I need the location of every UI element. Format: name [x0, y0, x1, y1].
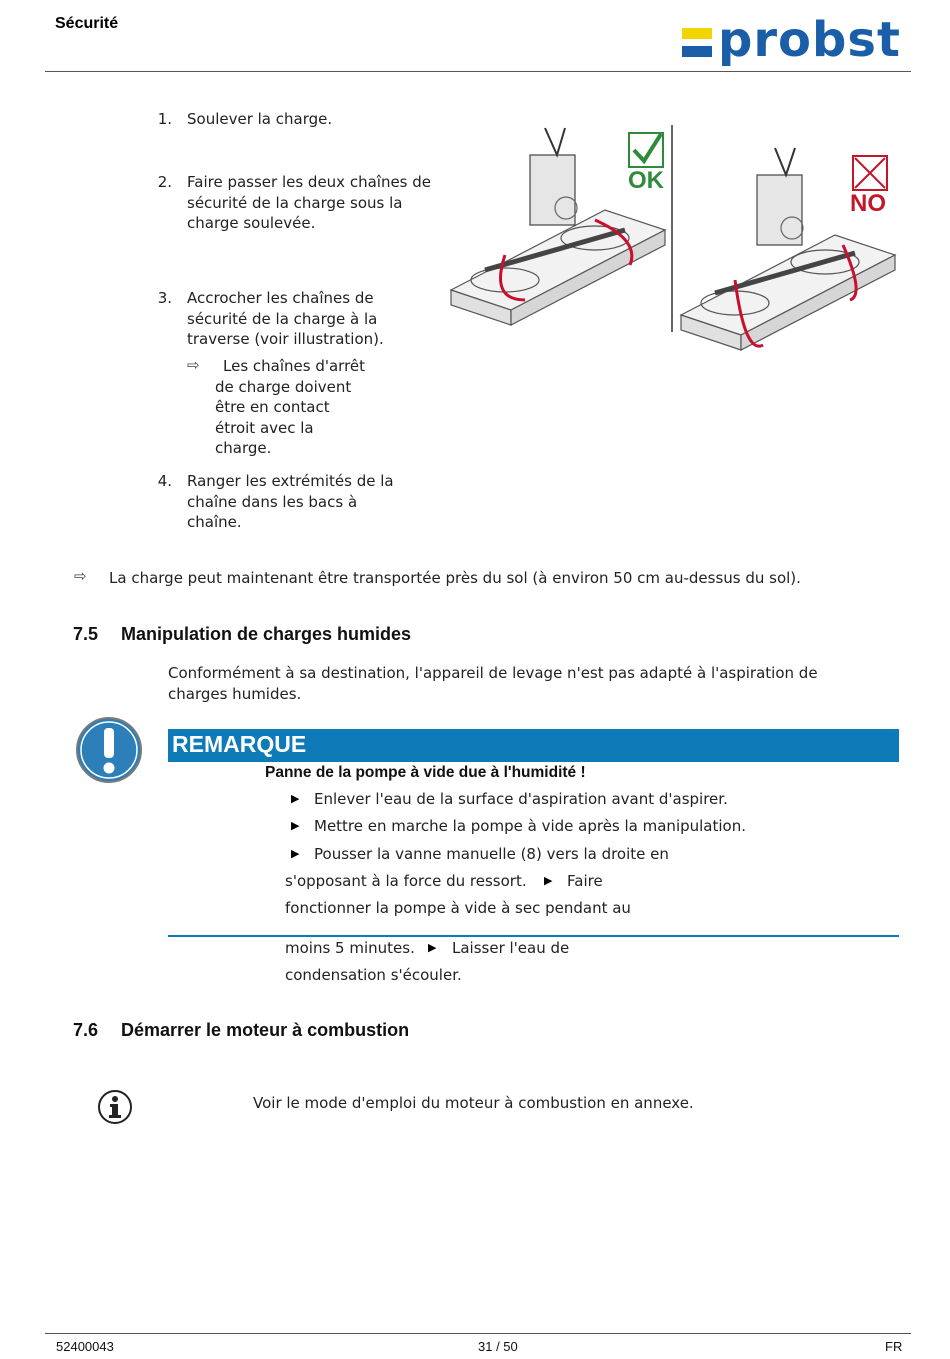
step-number: 2.	[157, 173, 172, 191]
note-text: de charge doivent	[215, 377, 352, 396]
notice-item: Enlever l'eau de la surface d'aspiration avant d'aspirer.	[314, 790, 728, 808]
step-number: 3.	[157, 289, 172, 307]
logo-blue-bar	[682, 46, 712, 57]
step-text: chaîne dans les bacs à	[187, 492, 358, 511]
step-text: Soulever la charge.	[187, 110, 333, 128]
notice-item: fonctionner la pompe à vide à sec pendant au	[285, 899, 631, 917]
language-code: FR	[885, 1339, 903, 1354]
result-arrow-icon: ⇨	[74, 567, 87, 585]
notice-item: s'opposant à la force du ressort.	[285, 872, 527, 890]
ok-lifting-device-image	[451, 128, 665, 325]
note-text: charge.	[215, 439, 272, 457]
section-title: Démarrer le moteur à combustion	[121, 1020, 410, 1040]
section-number: 7.5	[73, 624, 99, 644]
lifting-illustration	[445, 120, 900, 360]
notice-item: Mettre en marche la pompe à vide après la manipulation.	[314, 817, 746, 835]
notice-item: Pousser la vanne manuelle (8) vers la droite en	[314, 845, 669, 863]
notice-label: REMARQUE	[172, 731, 307, 757]
note-text: être en contact	[215, 398, 330, 416]
notice-subtitle: Panne de la pompe à vide due à l'humidité !	[265, 764, 586, 781]
notice-item: condensation s'écouler.	[285, 966, 462, 984]
notice-item: Faire	[567, 872, 603, 890]
section-title: Manipulation de charges humides	[121, 624, 412, 644]
no-label: NO	[850, 190, 886, 217]
step-text: Accrocher les chaînes de	[187, 289, 374, 307]
logo-wordmark: probst	[718, 12, 901, 68]
info-icon	[97, 1089, 133, 1125]
step-number: 4.	[157, 472, 172, 490]
step-text: chaîne.	[187, 513, 242, 531]
triangle-bullet-icon: ▶	[544, 874, 553, 887]
notice-item: Laisser l'eau de	[452, 939, 570, 957]
page-number: 31 / 50	[478, 1339, 518, 1354]
no-cross-icon	[853, 156, 887, 190]
step-text: sécurité de la charge sous la	[187, 193, 403, 212]
triangle-bullet-icon: ▶	[291, 819, 300, 832]
section-body: charges humides.	[168, 685, 302, 703]
ok-check-icon	[629, 133, 663, 167]
doc-number: 52400043	[56, 1339, 114, 1354]
note-text: Les chaînes d'arrêt	[223, 357, 366, 375]
triangle-bullet-icon: ▶	[291, 792, 300, 805]
section-number: 7.6	[73, 1020, 99, 1040]
notice-item: moins 5 minutes.	[285, 939, 415, 957]
note-text: étroit avec la	[215, 418, 314, 437]
footer-divider	[45, 1333, 911, 1334]
step-text: Faire passer les deux chaînes de	[187, 173, 432, 191]
step-text: Ranger les extrémités de la	[187, 472, 394, 490]
info-text: Voir le mode d'emploi du moteur à combustion en annexe.	[253, 1094, 694, 1112]
exclamation-icon	[75, 716, 143, 784]
section-body: Conformément à sa destination, l'appareil de levage n'est pas adapté à l'aspiration de	[168, 664, 818, 682]
ok-label: OK	[628, 167, 664, 194]
notice-bottom-rule	[168, 935, 899, 937]
no-lifting-device-image	[681, 148, 895, 350]
step-text: charge soulevée.	[187, 214, 316, 232]
step-text: traverse (voir illustration).	[187, 330, 384, 348]
triangle-bullet-icon: ▶	[428, 941, 437, 954]
notice-header-bar	[168, 729, 899, 762]
result-arrow-icon: ⇨	[187, 356, 200, 374]
triangle-bullet-icon: ▶	[291, 847, 300, 860]
step-text: sécurité de la charge à la	[187, 309, 378, 328]
probst-logo	[680, 12, 905, 68]
step-number: 1.	[157, 110, 172, 128]
header-divider	[45, 71, 911, 72]
result-text: La charge peut maintenant être transportée près du sol (à environ 50 cm au-dessus du sol).	[109, 569, 801, 587]
logo-yellow-bar	[682, 28, 712, 39]
page-header-title: Sécurité	[55, 15, 119, 32]
